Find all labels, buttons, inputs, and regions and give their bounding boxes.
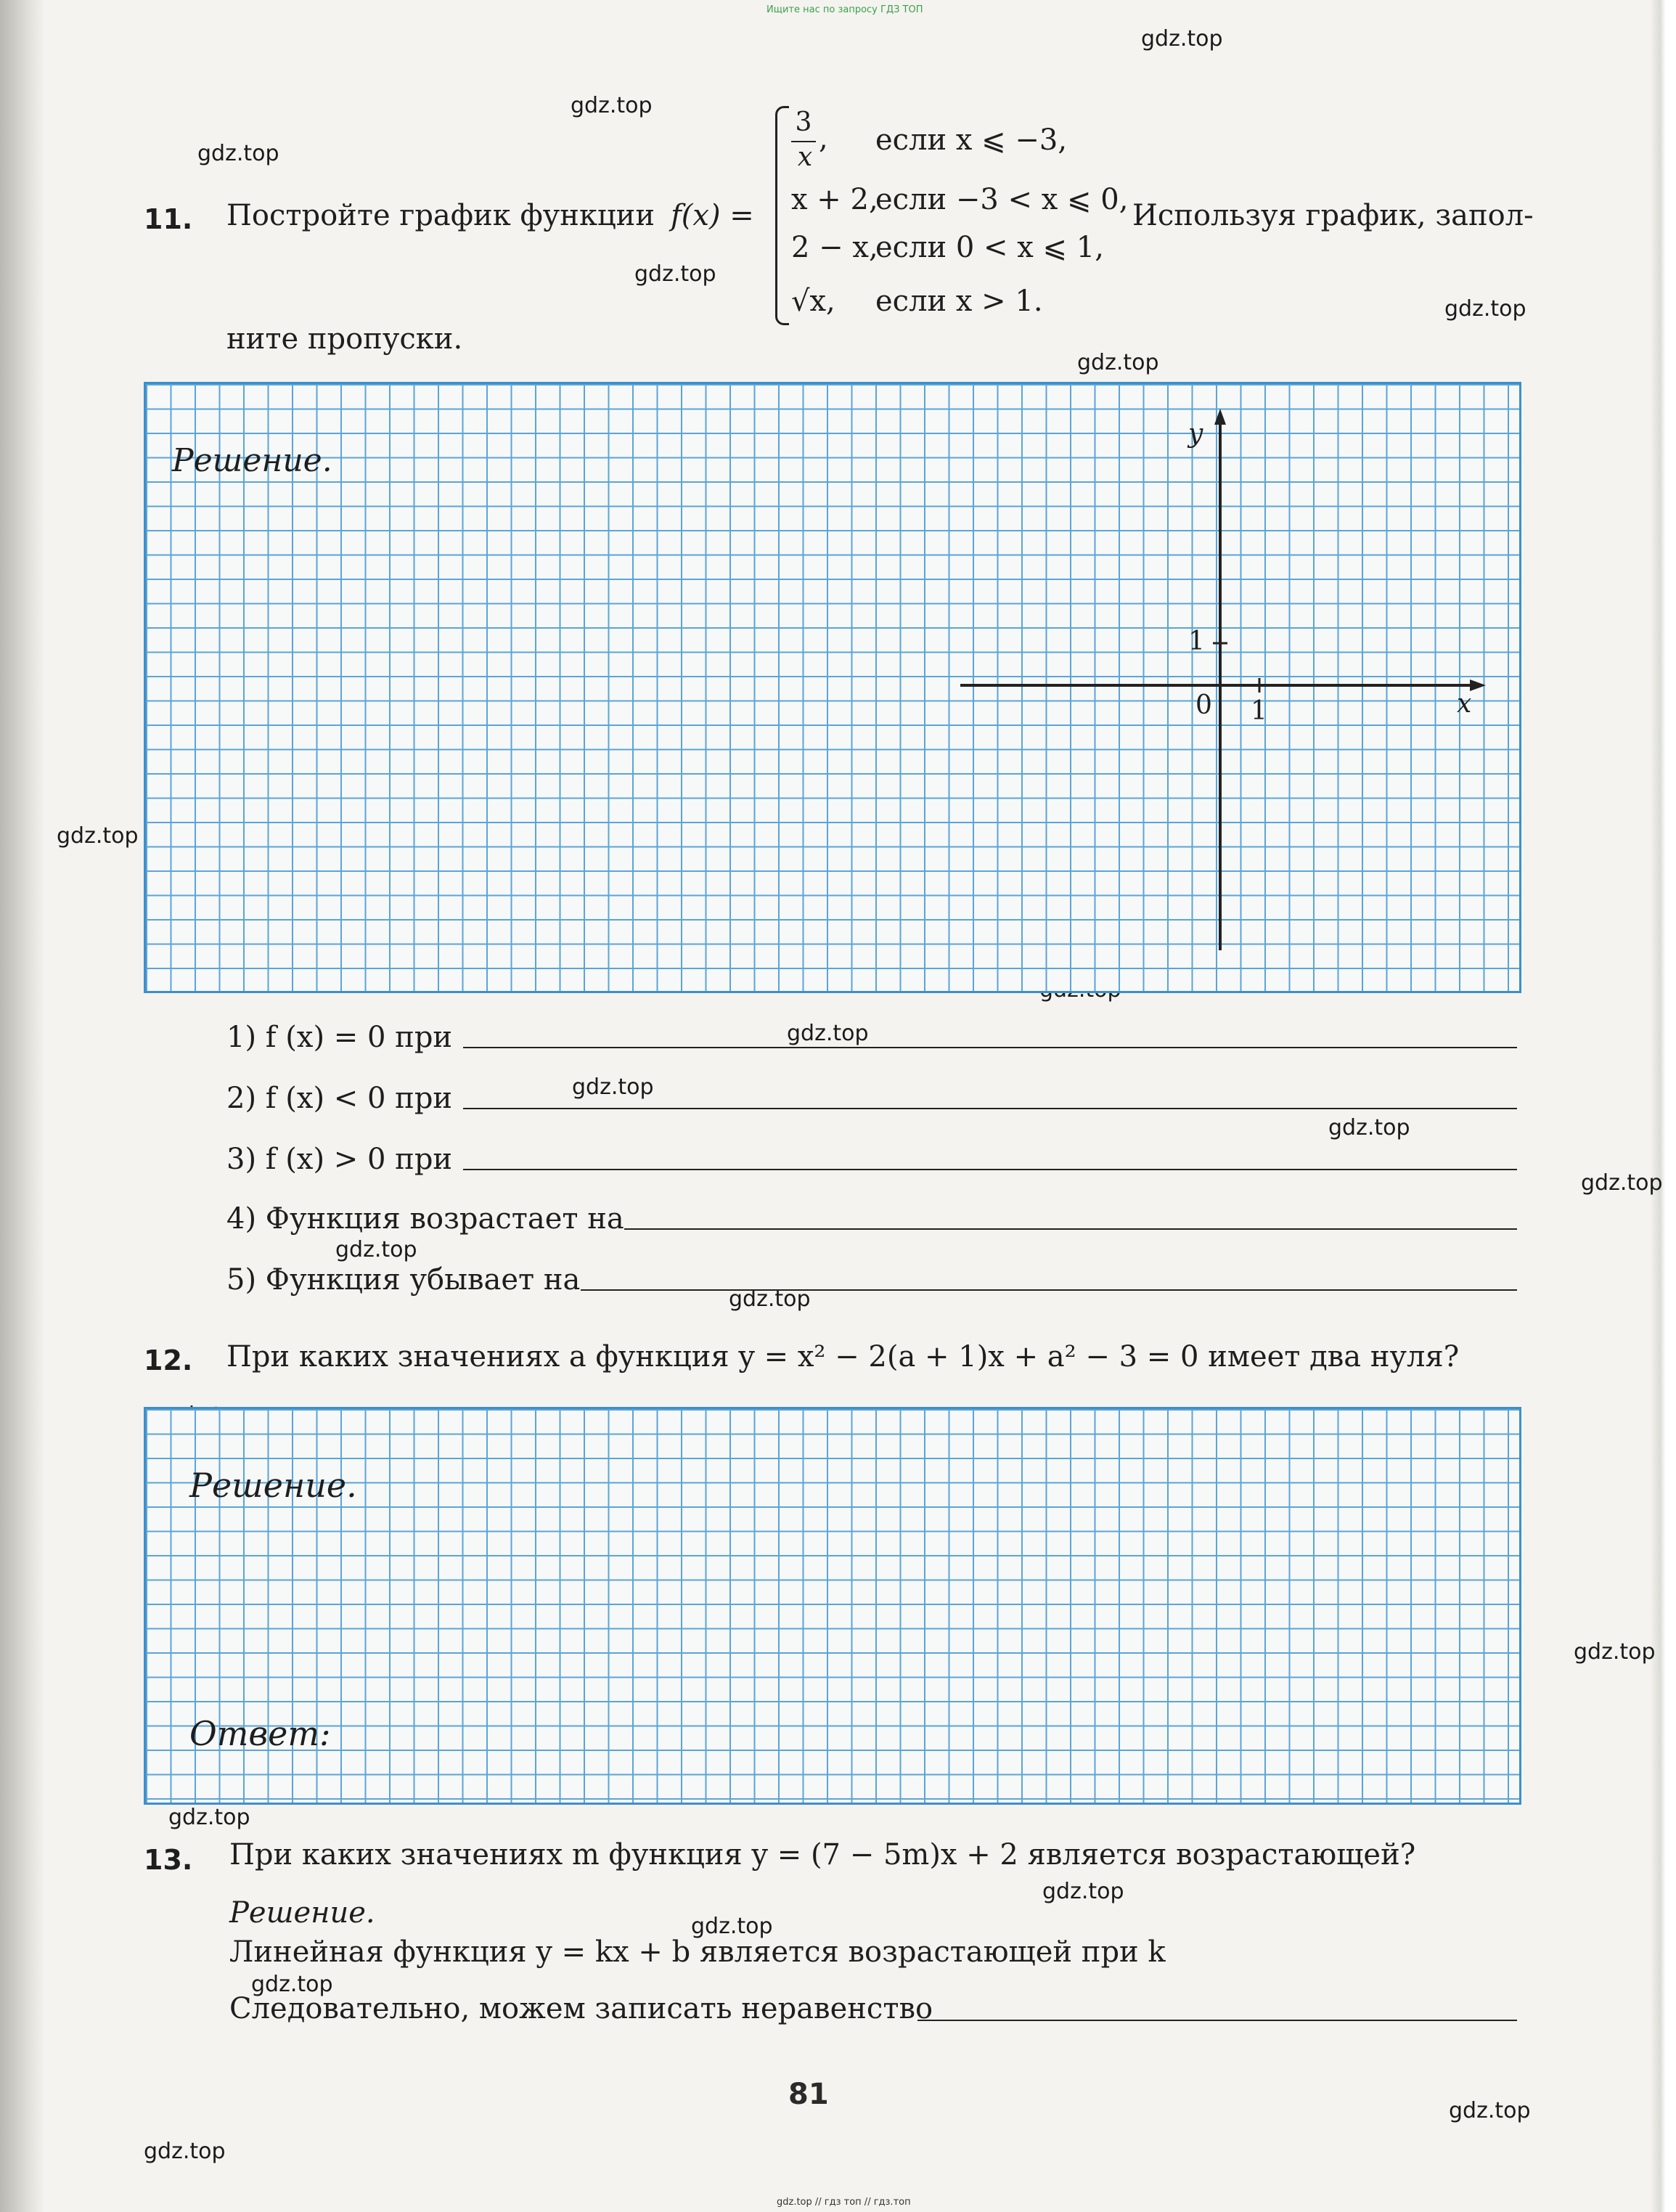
- watermark: gdz.top: [787, 1021, 869, 1046]
- solution-label: Решение.: [229, 1896, 375, 1930]
- case-2-expression: x + 2,: [791, 183, 878, 216]
- origin-label: 0: [1195, 690, 1212, 720]
- blank-4-line[interactable]: [624, 1228, 1517, 1230]
- header-note: Ищите нас по запросу ГДЗ ТОП: [767, 4, 923, 15]
- watermark: gdz.top: [1444, 296, 1526, 322]
- page-binding-shadow: [0, 0, 45, 2212]
- task-13-line-2: Следовательно, можем записать неравенство: [229, 1992, 933, 2025]
- axis-x-label: x: [1457, 689, 1472, 719]
- answer-label: Ответ:: [189, 1714, 331, 1753]
- watermark: gdz.top: [1042, 1879, 1124, 1904]
- case-3-condition: если 0 < x ⩽ 1,: [875, 231, 1104, 264]
- graph-grid[interactable]: [144, 382, 1521, 993]
- solution-label: Решение.: [172, 442, 332, 479]
- coordinate-axes: [146, 384, 1519, 991]
- task-11-after: Используя график, запол-: [1132, 199, 1534, 232]
- blank-4-label: 4) Функция возрастает на: [226, 1202, 624, 1236]
- case-1-condition: если x ⩽ −3,: [875, 123, 1068, 157]
- watermark: gdz.top: [251, 1972, 333, 1997]
- watermark: gdz.top: [1077, 350, 1159, 375]
- blank-5-line[interactable]: [581, 1289, 1517, 1291]
- tick-y-label: 1: [1188, 627, 1205, 656]
- tick-x-label: 1: [1251, 696, 1267, 726]
- watermark: gdz.top: [144, 2139, 226, 2164]
- blank-1-line[interactable]: [463, 1047, 1517, 1048]
- task-11-after-2: ните пропуски.: [226, 322, 463, 356]
- page-number: 81: [788, 2078, 829, 2111]
- task-12-text: При каких значениях a функция y = x² − 2(a + 1)x + a² − 3 = 0 имеет два нуля?: [226, 1340, 1460, 1374]
- blank-2-label: 2) f (x) < 0 при: [226, 1082, 453, 1115]
- task-13-text: При каких значениях m функция y = (7 − 5m)x + 2 является возрастающей?: [229, 1838, 1416, 1872]
- task-13-line-1: Линейная функция y = kx + b является возрастающей при k: [229, 1935, 1166, 1969]
- fraction-numerator: 3: [795, 107, 812, 137]
- blank-1-label: 1) f (x) = 0 при: [226, 1021, 453, 1054]
- blank-3-line[interactable]: [463, 1169, 1517, 1170]
- watermark: gdz.top: [1574, 1639, 1656, 1665]
- watermark: gdz.top: [571, 93, 653, 118]
- axis-y-label: y: [1188, 419, 1203, 449]
- task-11-intro: Постройте график функции: [226, 199, 655, 232]
- inequality-line[interactable]: [917, 2020, 1517, 2021]
- watermark: gdz.top: [1581, 1170, 1663, 1196]
- watermark: gdz.top: [57, 823, 139, 849]
- case-2-condition: если −3 < x ⩽ 0,: [875, 183, 1129, 216]
- case-4-expression: √x,: [791, 285, 835, 318]
- watermark: gdz.top: [335, 1237, 417, 1262]
- watermark: gdz.top: [1449, 2098, 1531, 2123]
- watermark: gdz.top: [634, 261, 716, 287]
- case-4-condition: если x > 1.: [875, 285, 1043, 318]
- watermark: gdz.top: [1328, 1115, 1410, 1140]
- task-11-number: 11.: [144, 203, 193, 235]
- solution-label: Решение.: [189, 1466, 357, 1505]
- blank-2-line[interactable]: [463, 1108, 1517, 1109]
- watermark: gdz.top: [729, 1286, 811, 1312]
- watermark: gdz.top: [572, 1074, 654, 1100]
- task-13-number: 13.: [144, 1844, 193, 1876]
- watermark: gdz.top: [691, 1914, 773, 1939]
- watermark: gdz.top: [1141, 26, 1223, 52]
- task-12-number: 12.: [144, 1344, 193, 1376]
- watermark: gdz.top: [197, 141, 279, 166]
- footer-note: gdz.top // гдз топ // гдз.топ: [777, 2197, 911, 2208]
- watermark: gdz.top: [168, 1805, 250, 1830]
- fraction-denominator: x: [797, 142, 813, 172]
- case-3-expression: 2 − x,: [791, 231, 878, 264]
- piecewise-brace: [775, 106, 789, 325]
- blank-3-label: 3) f (x) > 0 при: [226, 1143, 453, 1176]
- solution-grid[interactable]: [144, 1407, 1521, 1805]
- blank-5-label: 5) Функция убывает на: [226, 1263, 581, 1297]
- task-11-fx: f(x) =: [671, 199, 754, 232]
- page-right-edge: [1650, 0, 1676, 2212]
